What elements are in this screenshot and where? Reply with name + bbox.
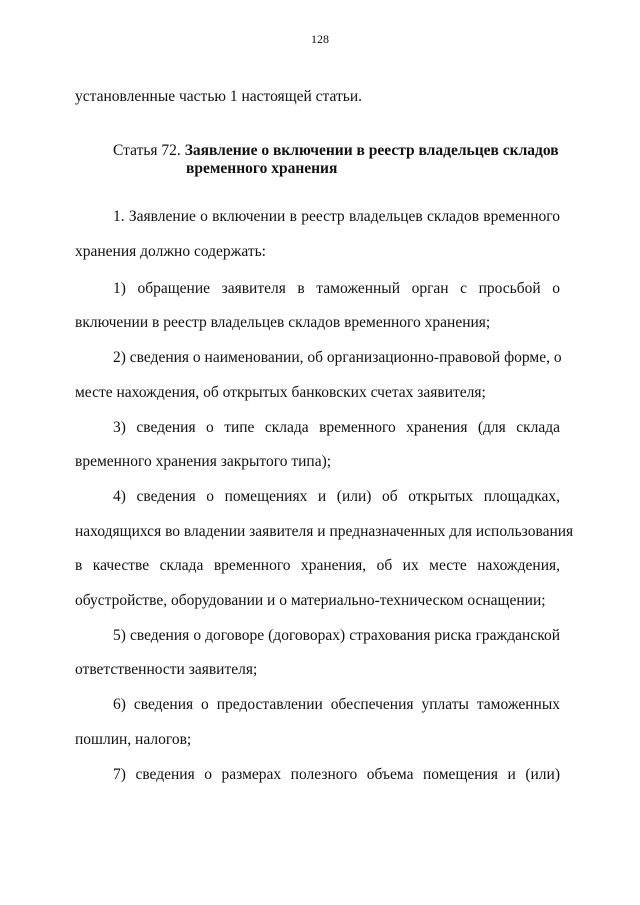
article-title-line-2: временного хранения [186, 160, 338, 177]
paragraph-5-line-1: 4) сведения о помещениях и (или) об открытых площадках, [113, 488, 560, 505]
page-number: 128 [311, 32, 329, 46]
paragraph-3-line-2: месте нахождения, об открытых банковских счетах заявителя; [75, 384, 486, 401]
paragraph-5-line-3: в качестве склада временного хранения, об их месте нахождения, [75, 557, 560, 574]
paragraph-8-line-1: 7) сведения о размерах полезного объема помещения и (или) [113, 766, 560, 783]
paragraph-1-line-2: хранения должно содержать: [75, 243, 266, 260]
continuation-text: установленные частью 1 настоящей статьи. [75, 88, 363, 105]
paragraph-2-line-1: 1) обращение заявителя в таможенный орган с просьбой о [113, 280, 560, 297]
paragraph-5-line-4: обустройстве, оборудовании и о материально-техническом оснащении; [75, 592, 546, 609]
article-number: Статья 72. [113, 142, 181, 159]
paragraph-5-line-2: находящихся во владении заявителя и предназначенных для использования [75, 523, 574, 540]
paragraph-2-line-2: включении в реестр владельцев складов временного хранения; [75, 314, 491, 331]
paragraph-6-line-1: 5) сведения о договоре (договорах) страхования риска гражданской [113, 627, 560, 644]
paragraph-6-line-2: ответственности заявителя; [75, 661, 258, 678]
paragraph-1-line-1: 1. Заявление о включении в реестр владельцев складов временного [113, 208, 560, 225]
paragraph-4-line-2: временного хранения закрытого типа); [75, 453, 332, 470]
paragraph-3-line-1: 2) сведения о наименовании, об организационно-правовой форме, о [113, 349, 562, 366]
paragraph-7-line-1: 6) сведения о предоставлении обеспечения уплаты таможенных [113, 696, 560, 713]
paragraph-7-line-2: пошлин, налогов; [75, 731, 192, 748]
article-title: Заявление о включении в реестр владельцев складов [184, 142, 559, 159]
paragraph-4-line-1: 3) сведения о типе склада временного хранения (для склада [113, 419, 560, 436]
article-heading-line-1 [113, 141, 559, 161]
